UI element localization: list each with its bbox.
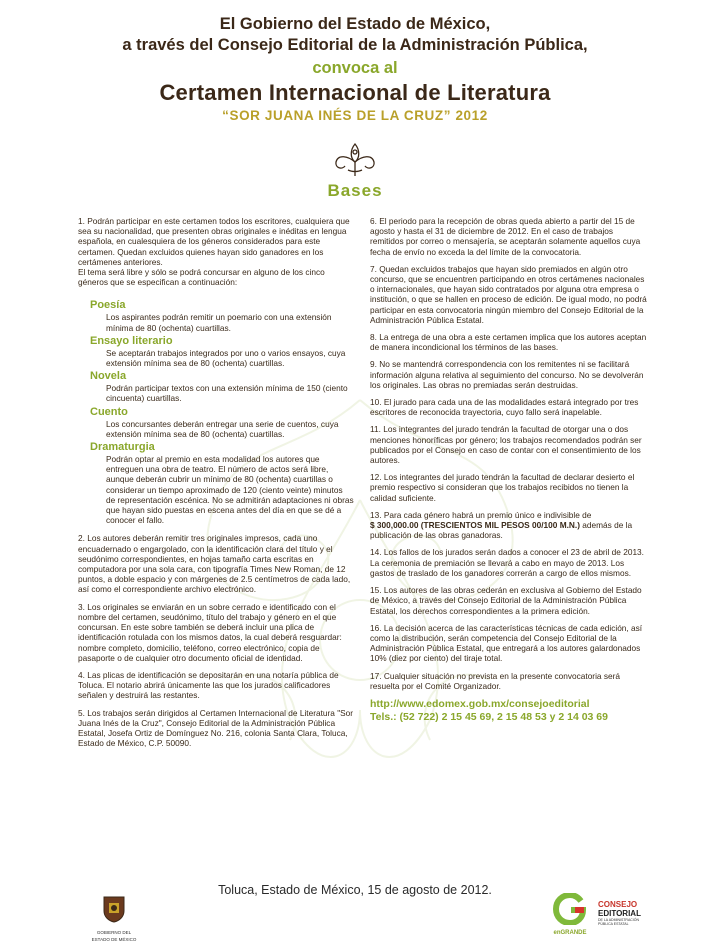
base-6: 6. El periodo para la recepción de obras queda abierto a partir del 15 de agosto y hasta el 31 de diciembre de 2012. En el caso de trabajos remitidos por correo o mensajería, se aceptarán solamente aquellos cuya fecha de envío no exceda la del límite de la convocatoria.: [370, 216, 641, 257]
consejo-subtext: DE LA ADMINISTRACIÓN PÚBLICA ESTATAL: [598, 918, 640, 926]
base-2: 2. Los autores deberán remitir tres originales impresos, cada uno encuadernado o engargolado, con la identificación clara del título y el seudónimo correspondientes, en hojas tamaño carta escritas en computadora por una sola cara, con tipografía Times New Roman, de 12 puntos, a doble espacio y con márgenes de 2.5 centímetros de cada lado, así como el correspondiente archivo electrónico.: [78, 533, 351, 595]
consejo-text: CONSEJO: [598, 900, 638, 909]
base-5: 5. Los trabajos serán dirigidos al Certamen Internacional de Literatura "Sor Juana Inés de la Cruz", Consejo Editorial de la Administración Pública Estatal, Josefa Ortiz de Domínguez No. 216, colonia Santa Clara, Toluca, Estado de México, C.P. 50090.: [78, 707, 354, 749]
consejo-editorial-logo: [598, 900, 654, 926]
gov-caption-1: GOBIERNO DEL: [96, 930, 132, 935]
header-certamen-title: Certamen Internacional de Literatura: [159, 80, 551, 105]
right-column: [370, 216, 648, 724]
website-link[interactable]: http://www.edomex.gob.mx/consejoeditorial: [370, 697, 590, 710]
base-17: 17. Cualquier situación no prevista en la presente convocatoria será resuelta por el Comité Organizador.: [370, 670, 620, 691]
genre-title: Ensayo literario: [90, 334, 173, 347]
gobierno-estado-mexico-logo: [84, 893, 144, 942]
genre-text: Los concursantes deberán entregar una serie de cuentos, cuya extensión mínima sea de 80 (ochenta) cuartillas.: [106, 418, 339, 439]
genre-title: Cuento: [90, 405, 128, 418]
genres-list: [78, 299, 354, 525]
g-logo-icon: [553, 893, 587, 925]
engrande-text: enGRANDE: [553, 930, 587, 936]
editorial-text: EDITORIAL: [598, 909, 641, 918]
base-7: 7. Quedan excluidos trabajos que hayan sido premiados en algún otro concurso, que se encuentren participando en otros certámenes nacionales o internacionales, que hayan sido contratados por alguna otra empresa o institución, o que se hallen en proceso de edición. De igual modo, no podrá participar en esta convocatoria ningún miembro del Consejo Editorial de la Administración Pública Estatal.: [370, 263, 647, 325]
left-column: [78, 216, 354, 755]
footer-date: Toluca, Estado de México, 15 de agosto de 2012.: [218, 883, 492, 897]
base-14: 14. Los fallos de los jurados serán dados a conocer el 23 de abril de 2013. La ceremonia de premiación se llevará a cabo en mayo de 2013. Los gastos de traslado de los ganadores correrán a cargo de ellos mismos.: [370, 547, 644, 578]
coat-of-arms-icon: [101, 893, 127, 923]
base-16: 16. La decisión acerca de las características técnicas de cada edición, así como la distribución, serán competencia del Consejo Editorial de la Administración Pública Estatal, que entregará a los autores galardonados 10% (diez por ciento) del tiraje total.: [370, 622, 643, 664]
header: [0, 14, 710, 125]
base-11: 11. Los integrantes del jurado tendrán la facultad de otorgar una o dos menciones honoríficas por género; los trabajos recomendados podrán ser publicados por el Consejo en caso de contar con el consentimiento de los autores.: [370, 424, 642, 466]
base-8: 8. La entrega de una obra a este certamen implica que los autores aceptan de manera incondicional los términos de las bases.: [370, 332, 647, 353]
phone-numbers: Tels.: (52 722) 2 15 45 69, 2 15 48 53 y 2 14 03 69: [370, 710, 608, 723]
base-3: 3. Los originales se enviarán en un sobre cerrado e identificado con el nombre del certamen, seudónimo, título del trabajo y género en el que concursan. En este sobre también se deberá incluir una plica de identificación rotulada con los mismos datos, la cual deberá resguardar: nombre completo, domicilio, teléfono, correo electrónico, copia de pasaporte o de cualquier otro documento oficial de identidad.: [78, 601, 342, 663]
base-12: 12. Los integrantes del jurado tendrán la facultad de declarar desierto el premio respectivo si consideran que los trabajos recibidos no tienen la calidad suficiente.: [370, 472, 635, 503]
genre-text: Podrán optar al premio en esta modalidad los autores que entreguen una obra de teatro. El número de actos será libre, aunque deberán cubrir un mínimo de 80 (ochenta) cuartillas o considerar un tiempo aproximado de 120 (ciento veinte) minutos de representación escénica. No se admitirán adaptaciones ni obras que hayan sido puestas en escena antes del día en que se dé a conocer el fallo.: [106, 454, 354, 526]
base-9: 9. No se mantendrá correspondencia con los remitentes ni se facilitará información alguna relativa al seguimiento del concurso. No se devolverán los originales. Las obras no premiadas serán destruidas.: [370, 359, 644, 390]
bases-title: Bases: [327, 181, 383, 200]
base-4: 4. Las plicas de identificación se depositarán en una notaría pública de Toluca. El notario abrirá únicamente las que los jurados calificadores señalen y destruirá las restantes.: [78, 669, 339, 701]
genre-text: Se aceptarán trabajos integrados por uno o varios ensayos, cuya extensión mínima sea de 80 (ochenta) cuartillas.: [106, 347, 346, 369]
genre-title: Dramaturgia: [90, 441, 155, 454]
base-13-intro: 13. Para cada género habrá un premio único e indivisible de: [370, 509, 592, 520]
prize-amount: $ 300,000.00 (TRESCIENTOS MIL PESOS 00/100 M.N.): [370, 520, 580, 531]
base-10: 10. El jurado para cada una de las modalidades estará integrado por tres escritores de reconocida trayectoria, cuyo fallo será inapelable.: [370, 397, 639, 418]
genre-text: Podrán participar textos con una extensión mínima de 150 (ciento cincuenta) cuartillas.: [106, 383, 348, 404]
header-subtitle: “SOR JUANA INÉS DE LA CRUZ” 2012: [222, 108, 488, 123]
gov-caption-2: ESTADO DE MÉXICO: [91, 937, 137, 942]
base-13: [370, 510, 648, 541]
genre-text: Los aspirantes podrán remitir un poemario con una extensión mínima de 80 (ochenta) cuartillas.: [106, 312, 332, 333]
base-1: 1. Podrán participar en este certamen todos los escritores, cualquiera que sea su nacionalidad, que presenten obras originales e inéditas en lengua española, en cualesquiera de los géneros considerados para este certamen. Quedan excluidos quienes hayan sido ganadores en los certámenes anteriores.: [78, 216, 350, 267]
header-convoca: convoca al: [312, 59, 398, 77]
genre-title: Poesía: [90, 299, 126, 312]
header-line-1: El Gobierno del Estado de México,: [219, 15, 491, 33]
genre-title: Novela: [90, 370, 127, 383]
engrande-logo: [540, 893, 600, 937]
base-15: 15. Los autores de las obras cederán en exclusiva al Gobierno del Estado de México, a través del Consejo Editorial de la Administración Pública Estatal, los derechos correspondientes a la primera edición.: [370, 585, 642, 616]
fleur-ornament-icon: [330, 140, 380, 180]
base-1-theme: El tema será libre y sólo se podrá concursar en alguno de los cinco géneros que se especifican a continuación:: [78, 267, 325, 288]
header-line-2: a través del Consejo Editorial de la Administración Pública,: [122, 36, 588, 54]
base-13-publication: además de la publicación de las obras ganadoras.: [370, 520, 633, 541]
